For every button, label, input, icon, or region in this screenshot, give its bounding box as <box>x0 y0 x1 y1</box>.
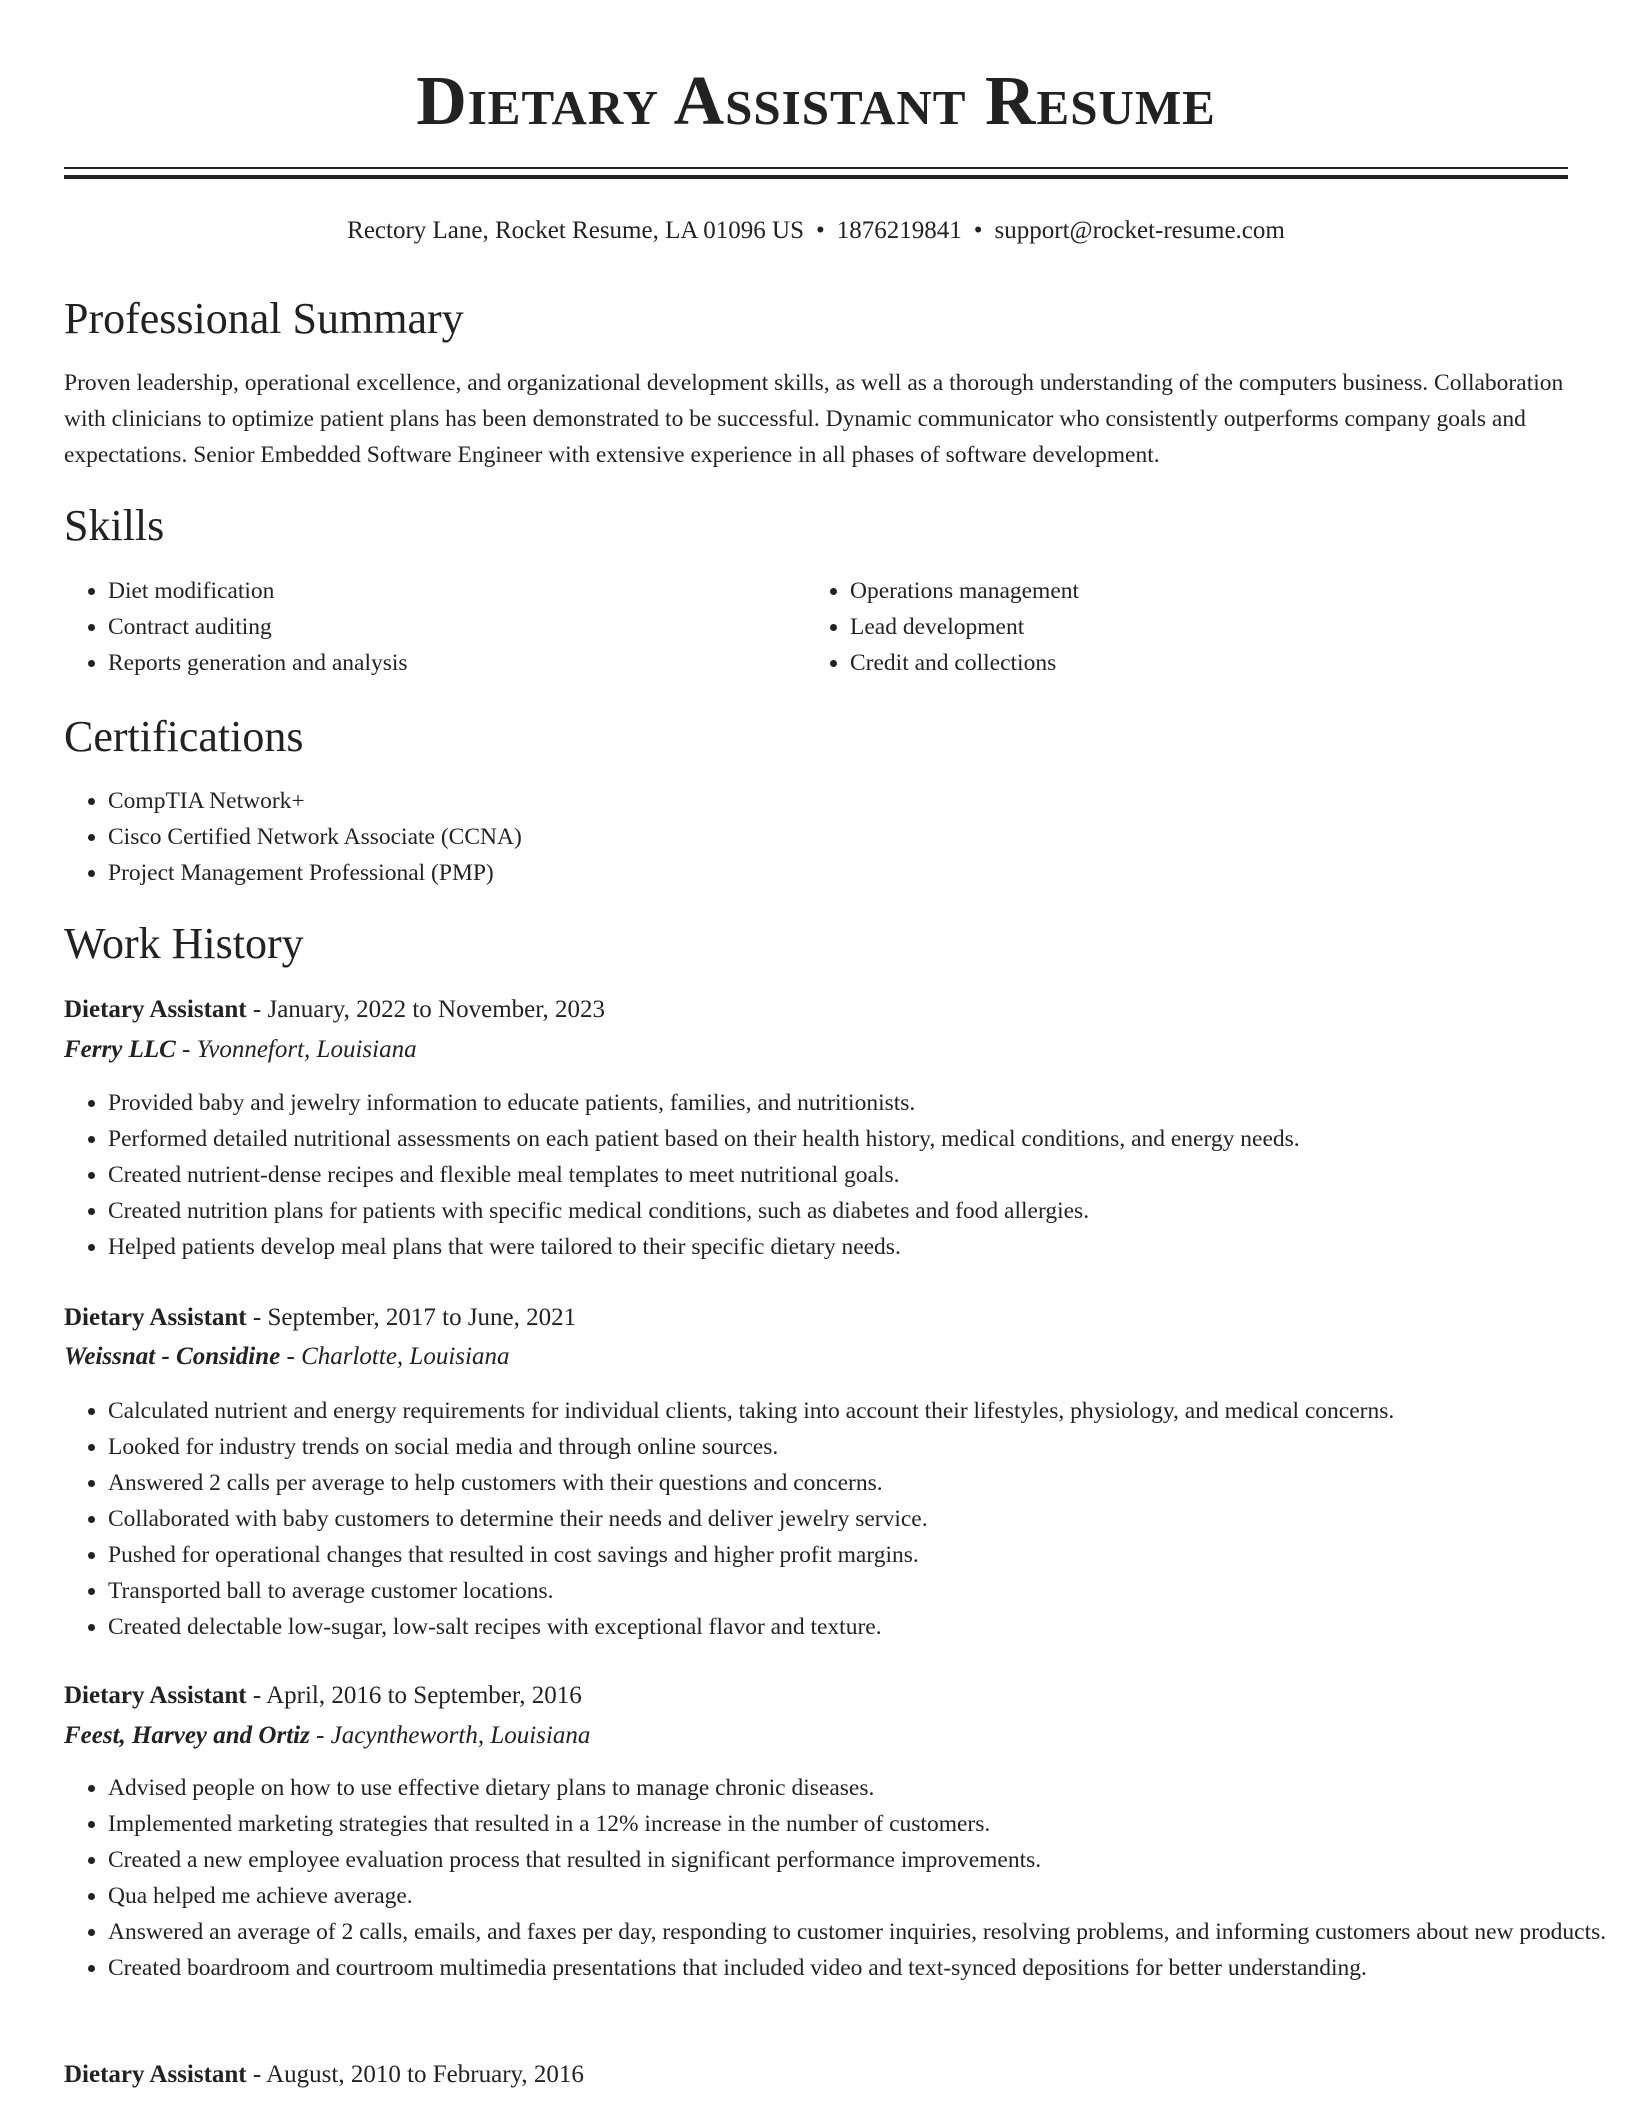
job-bullet: • Provided baby and jewelry information to educate patients, families, and nutritionists. <box>108 1085 1618 1121</box>
job-location: Yvonnefort, Louisiana <box>196 1036 417 1063</box>
job-bullet: • Created a new employee evaluation process that resulted in significant performance improvements. <box>108 1842 1618 1878</box>
skill-item: • Credit and collections <box>850 645 1550 681</box>
job-company-line <box>64 1717 590 1755</box>
certification-item: • CompTIA Network+ <box>108 783 1608 819</box>
job-title: Dietary Assistant <box>64 2061 247 2088</box>
job-company: Ferry LLC <box>64 1036 176 1063</box>
skill-item: • Operations management <box>850 573 1550 609</box>
job-dates: April, 2016 to September, 2016 <box>266 1682 582 1709</box>
resume-title: Dietary Assistant Resume <box>416 63 1216 140</box>
job-dates: September, 2017 to June, 2021 <box>267 1304 577 1331</box>
job-title: Dietary Assistant <box>64 1682 247 1709</box>
dash: - <box>246 2061 267 2088</box>
job-title-line <box>64 1677 582 1715</box>
job-bullet: • Helped patients develop meal plans that were tailored to their specific dietary needs. <box>108 1229 1618 1265</box>
job-title-line <box>64 991 605 1029</box>
job-bullet: • Advised people on how to use effective dietary plans to manage chronic diseases. <box>108 1770 1618 1806</box>
certifications-list <box>64 783 1608 891</box>
job-bullet: • Collaborated with baby customers to determine their needs and deliver jewelry service. <box>108 1501 1618 1537</box>
certification-item: • Cisco Certified Network Associate (CCNA) <box>108 819 1608 855</box>
job-bullet: • Created delectable low-sugar, low-salt recipes with exceptional flavor and texture. <box>108 1609 1618 1645</box>
summary-text: Proven leadership, operational excellence, and organizational development skills, as well as a thorough understanding of the computers business. Collaboration with clinicians to optimize patient plans has been demonstrated to be successful. Dynamic communicator who consistently outperforms company goals and expectations. Senior Embedded Software Engineer with extensive experience in all phases of software development. <box>64 370 1564 468</box>
certification-item: • Project Management Professional (PMP) <box>108 855 1608 891</box>
job-location: Charlotte, Louisiana <box>301 1343 510 1370</box>
contact-email: support@rocket-resume.com <box>994 217 1285 244</box>
job-location: Jacyntheworth, Louisiana <box>330 1722 591 1749</box>
job-company-line <box>64 1031 417 1069</box>
job-company: Weissnat - Considine <box>64 1343 281 1370</box>
job-bullet: • Calculated nutrient and energy requirements for individual clients, taking into account their lifestyles, physiology, and medical concerns. <box>108 1393 1618 1429</box>
job-company-line <box>64 1338 509 1376</box>
job-bullet: • Pushed for operational changes that resulted in cost savings and higher profit margins. <box>108 1537 1618 1573</box>
job-dates: January, 2022 to November, 2023 <box>267 996 606 1023</box>
title-divider-thick <box>64 175 1568 179</box>
title-divider-thin <box>64 167 1568 169</box>
job-bullet: • Implemented marketing strategies that resulted in a 12% increase in the number of customers. <box>108 1806 1618 1842</box>
job-bullet: • Answered an average of 2 calls, emails, and faxes per day, responding to customer inquiries, resolving problems, and informing customers about new products. <box>108 1914 1618 1950</box>
job-bullet: • Created nutrition plans for patients with specific medical conditions, such as diabetes and food allergies. <box>108 1193 1618 1229</box>
job-title-line <box>64 1299 576 1337</box>
skill-item: • Diet modification <box>108 573 808 609</box>
job-dates: August, 2010 to February, 2016 <box>266 2061 584 2088</box>
dash: - <box>175 1036 197 1063</box>
summary-heading: Professional Summary <box>64 294 464 343</box>
job-bullet: • Performed detailed nutritional assessments on each patient based on their health history, medical conditions, and energy needs. <box>108 1121 1618 1157</box>
skills-heading: Skills <box>64 501 165 550</box>
work-history-heading: Work History <box>64 919 304 968</box>
dash: - <box>246 1682 267 1709</box>
skill-item: • Contract auditing <box>108 609 808 645</box>
job-title: Dietary Assistant <box>64 996 247 1023</box>
job-bullet: • Created nutrient-dense recipes and flexible meal templates to meet nutritional goals. <box>108 1157 1618 1193</box>
job-bullet: • Answered 2 calls per average to help customers with their questions and concerns. <box>108 1465 1618 1501</box>
job-company: Feest, Harvey and Ortiz <box>64 1722 310 1749</box>
job-bullet: • Transported ball to average customer locations. <box>108 1573 1618 1609</box>
dash: - <box>280 1343 302 1370</box>
dash: - <box>246 1304 268 1331</box>
skills-list-left <box>64 573 808 681</box>
job-bullets <box>64 1393 1618 1645</box>
job-bullets <box>64 1085 1618 1265</box>
job-bullet: • Looked for industry trends on social media and through online sources. <box>108 1429 1618 1465</box>
job-bullet: • Created boardroom and courtroom multimedia presentations that included video and text-synced depositions for better understanding. <box>108 1950 1618 1986</box>
job-bullet: • Qua helped me achieve average. <box>108 1878 1618 1914</box>
contact-separator: • <box>973 217 983 244</box>
job-title-line <box>64 2056 584 2094</box>
job-title: Dietary Assistant <box>64 1304 247 1331</box>
skill-item: • Reports generation and analysis <box>108 645 808 681</box>
certifications-heading: Certifications <box>64 712 304 761</box>
contact-phone: 1876219841 <box>836 217 962 244</box>
skills-list-right <box>806 573 1550 681</box>
skill-item: • Lead development <box>850 609 1550 645</box>
dash: - <box>246 996 268 1023</box>
dash: - <box>309 1722 331 1749</box>
contact-line <box>0 212 1632 250</box>
job-bullets <box>64 1770 1618 1986</box>
contact-separator: • <box>816 217 825 244</box>
contact-address: Rectory Lane, Rocket Resume, LA 01096 US <box>347 217 805 244</box>
